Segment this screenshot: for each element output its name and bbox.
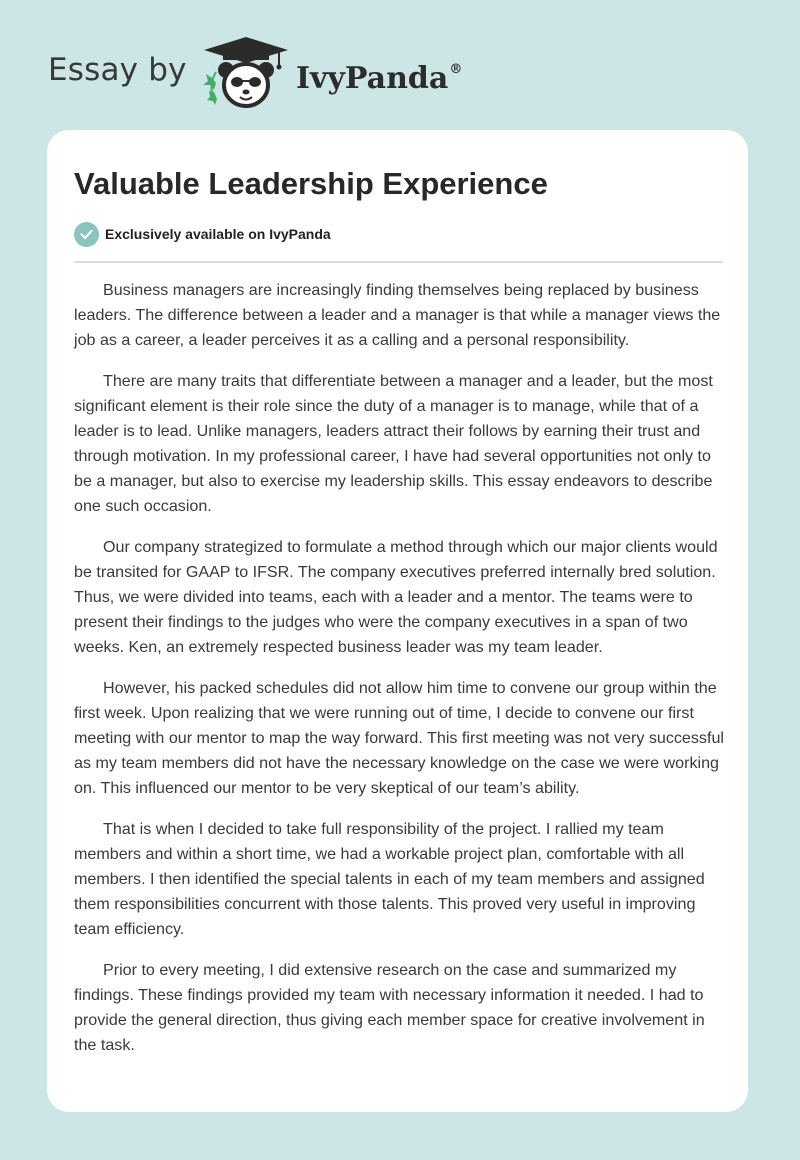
title-divider [74, 261, 723, 263]
essay-card [47, 130, 748, 1112]
panda-graduate-logo-icon[interactable] [198, 34, 294, 110]
paragraph: Prior to every meeting, I did extensive research on the case and summarized my findings. These findings provided my team with necessary information it needed. I had to provide the general direction, thus giving each member space for creative involvement in the task. [74, 961, 705, 1054]
paragraph: That is when I decided to take full responsibility of the project. I rallied my team members and within a short time, we had a workable project plan, comfortable with all members. I then identified the special talents in each of my team members and assigned them responsibilities concurrent with those talents. This proved very useful in improving team efficiency. [74, 820, 705, 938]
paragraph: However, his packed schedules did not allow him time to convene our group within the first week. Upon realizing that we were running out of time, I decide to convene our first meeting with our mentor to map the way forward. This first meeting was not very successful as my team members did not have the necessary knowledge on the case we were working on. This influenced our mentor to be very skeptical of our team’s ability. [74, 679, 724, 797]
essay-by-label: Essay by [48, 52, 187, 88]
check-icon [74, 222, 99, 247]
paragraph: There are many traits that differentiate between a manager and a leader, but the most significant element is their role since the duty of a manager is to manage, while that of a leader is to lead. Unlike managers, leaders attract their follows by earning their trust and through motivation. In my professional career, I have had several opportunities not only to be a manager, but also to exercise my leadership skills. This essay endeavors to describe one such occasion. [74, 372, 713, 515]
badge-text: Exclusively available on IvyPanda [105, 226, 331, 242]
registered-mark: ® [449, 62, 463, 77]
page-title: Valuable Leadership Experience [74, 166, 548, 201]
brand-name[interactable]: IvyPanda® [296, 61, 463, 96]
essay-body [74, 278, 725, 1074]
paragraph: Business managers are increasingly finding themselves being replaced by business leaders. The difference between a leader and a manager is that while a manager views the job as a career, a leader perceives it as a calling and a personal responsibility. [74, 281, 721, 349]
exclusive-badge [74, 221, 331, 247]
paragraph: Our company strategized to formulate a method through which our major clients would be transited for GAAP to IFSR. The company executives preferred internally bred solution. Thus, we were divided into teams, each with a leader and a mentor. The teams were to present their findings to the judges who were the company executives in a span of two weeks. Ken, an extremely respected business leader was my team leader. [74, 538, 718, 656]
site-header [0, 0, 800, 130]
